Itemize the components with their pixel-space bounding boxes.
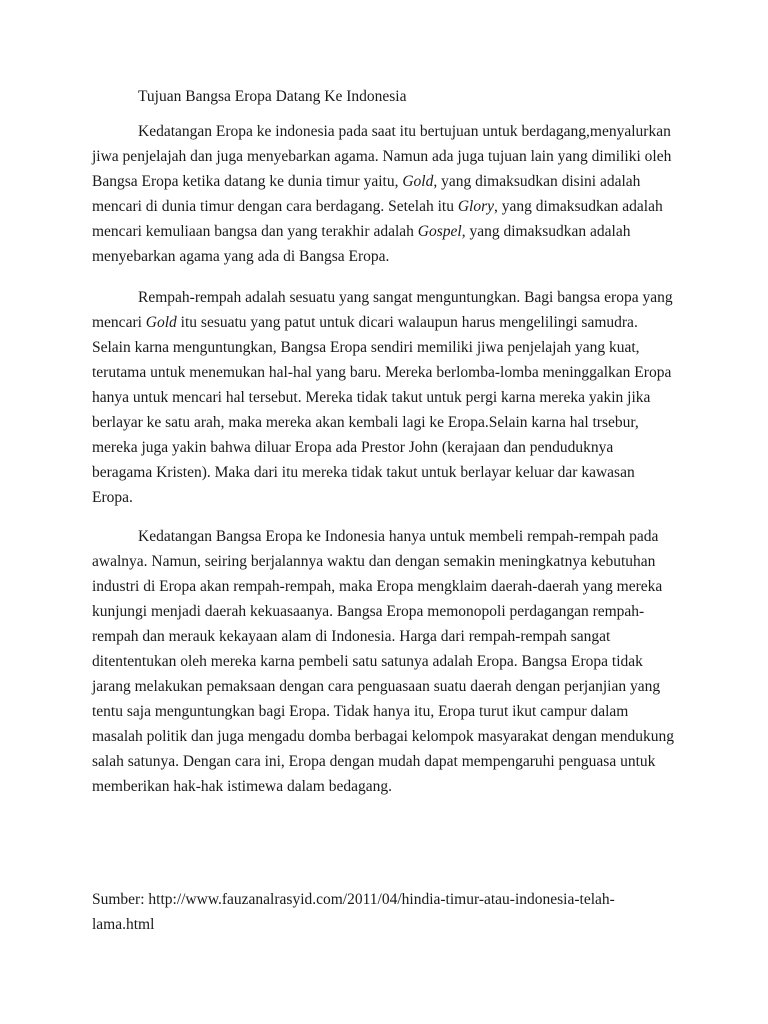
paragraph-1 <box>92 119 687 269</box>
text-run: Bangsa Eropa ketika datang ke dunia timur yaitu, <box>92 173 403 190</box>
source-line: lama.html <box>92 916 155 933</box>
italic-term-glory: Glory <box>457 198 495 215</box>
paragraph-line: menyebarkan agama yang ada di Bangsa Eropa. <box>92 248 390 265</box>
text-run: mencari di dunia timur dengan cara berdagang. Setelah itu <box>92 198 458 215</box>
text-run: yang dimaksudkan disini adalah <box>437 173 641 190</box>
paragraph-line: jiwa penjelajah dan juga menyebarkan agama. Namun ada juga tujuan lain yang dimiliki oleh <box>92 148 672 165</box>
paragraph-line: beragama Kristen). Maka dari itu mereka tidak takut untuk berlayar keluar dar kawasan <box>92 464 635 481</box>
paragraph-line <box>92 219 687 244</box>
text-run: , yang dimaksudkan adalah <box>494 198 663 215</box>
paragraph-line: berlayar ke satu arah, maka mereka akan kembali lagi ke Eropa.Selain karna hal trsebur, <box>92 414 639 431</box>
italic-term-gold: Gold <box>145 314 177 331</box>
paragraph-3 <box>92 524 687 799</box>
paragraph-line: salah satunya. Dengan cara ini, Eropa dengan mudah dapat mempengaruhi penguasa untuk <box>92 753 656 770</box>
paragraph-line: mereka juga yakin bahwa diluar Eropa ada Prestor John (kerajaan dan penduduknya <box>92 439 614 456</box>
paragraph-line <box>92 194 687 219</box>
paragraph-line: kunjungi menjadi daerah kekuasaanya. Bangsa Eropa memonopoli perdagangan rempah- <box>92 603 645 620</box>
paragraph-line: Rempah-rempah adalah sesuatu yang sangat menguntungkan. Bagi bangsa eropa yang <box>138 289 673 306</box>
text-run: , yang dimaksudkan adalah <box>461 223 631 240</box>
paragraph-line: tentu saja menguntungkan bagi Eropa. Tidak hanya itu, Eropa turut ikut campur dalam <box>92 703 629 720</box>
source-citation <box>92 887 615 937</box>
text-run: mencari kemuliaan bangsa dan yang terakhir adalah <box>92 223 418 240</box>
paragraph-line: Kedatangan Eropa ke indonesia pada saat itu bertujuan untuk berdagang,menyalurkan <box>138 123 671 140</box>
source-line: Sumber: http://www.fauzanalrasyid.com/2011/04/hindia-timur-atau-indonesia-telah- <box>92 891 615 908</box>
text-run: mencari <box>92 314 146 331</box>
paragraph-line: memberikan hak-hak istimewa dalam bedagang. <box>92 778 392 795</box>
italic-term-gold: Gold, <box>402 173 438 190</box>
text-run: itu sesuatu yang patut untuk dicari walaupun harus mengelilingi samudra. <box>176 314 638 331</box>
paragraph-line: hanya untuk mencari hal tersebut. Mereka tidak takut untuk pergi karna mereka yakin jika <box>92 389 651 406</box>
paragraph-line: industri di Eropa akan rempah-rempah, maka Eropa mengklaim daerah-daerah yang mereka <box>92 578 663 595</box>
paragraph-line: rempah dan merauk kekayaan alam di Indonesia. Harga dari rempah-rempah sangat <box>92 628 611 645</box>
italic-term-gospel: Gospel <box>417 223 462 240</box>
paragraph-line: Selain karna menguntungkan, Bangsa Eropa sendiri memiliki jiwa penjelajah yang kuat, <box>92 339 640 356</box>
paragraph-line: jarang melakukan pemaksaan dengan cara penguasaan suatu daerah dengan perjanjian yang <box>92 678 661 695</box>
paragraph-line: Eropa. <box>92 489 133 506</box>
document-title: Tujuan Bangsa Eropa Datang Ke Indonesia <box>138 88 407 105</box>
paragraph-line: ditententukan oleh mereka karna pembeli satu satunya adalah Eropa. Bangsa Eropa tidak <box>92 653 643 670</box>
paragraph-line <box>92 310 687 335</box>
paragraph-line: Kedatangan Bangsa Eropa ke Indonesia hanya untuk membeli rempah-rempah pada <box>138 528 659 545</box>
paragraph-line: terutama untuk menemukan hal-hal yang baru. Mereka berlomba-lomba meninggalkan Eropa <box>92 364 672 381</box>
paragraph-2 <box>92 285 687 510</box>
paragraph-line <box>92 169 687 194</box>
paragraph-line: masalah politik dan juga mengadu domba berbagai kelompok masyarakat dengan mendukung <box>92 728 674 745</box>
paragraph-line: awalnya. Namun, seiring berjalannya waktu dan dengan semakin meningkatnya kebutuhan <box>92 553 656 570</box>
